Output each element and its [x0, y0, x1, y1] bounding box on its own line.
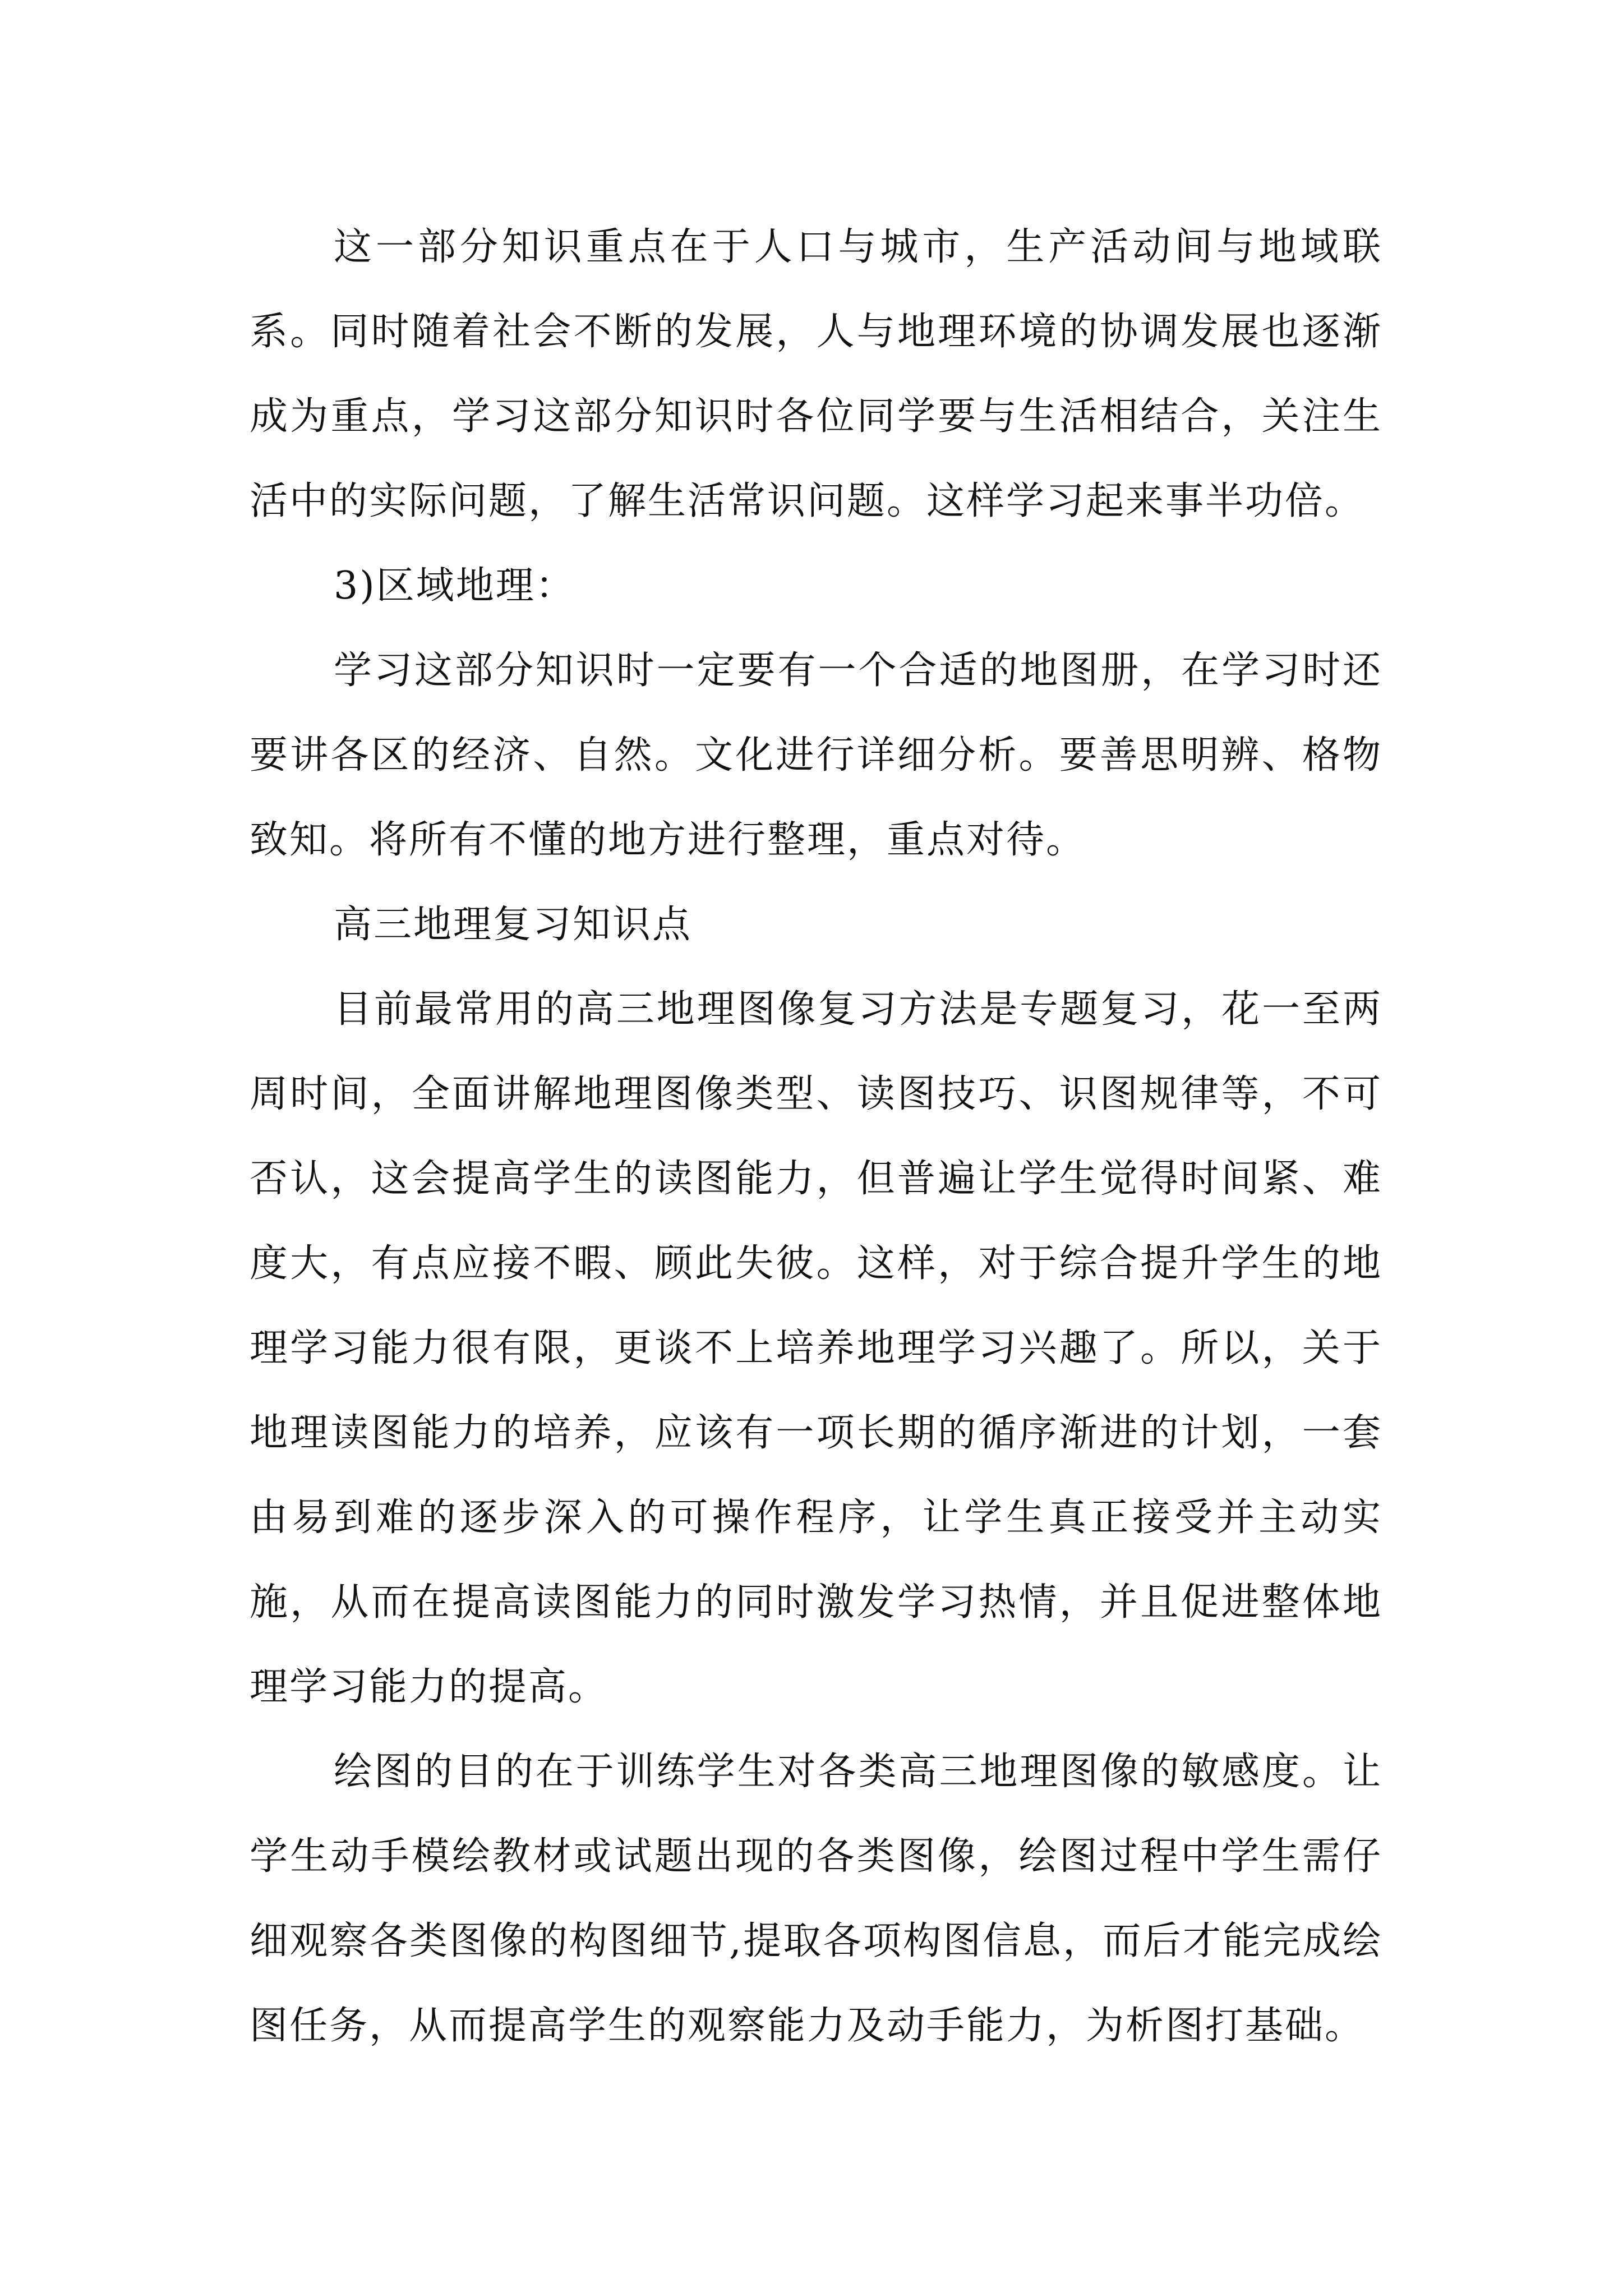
document-body — [250, 205, 1382, 2068]
paragraph-atlas-study: 学习这部分知识时一定要有一个合适的地图册，在学习时还要讲各区的经济、自然。文化进行详细分析。要善思明辨、格物致知。将所有不懂的地方进行整理，重点对待。 — [250, 648, 1382, 862]
paragraph-image-review-method: 目前最常用的高三地理图像复习方法是专题复习，花一至两周时间，全面讲解地理图像类型、读图技巧、识图规律等，不可否认，这会提高学生的读图能力，但普遍让学生觉得时间紧、难度大，有点应接不暇、顾此失彼。这样，对于综合提升学生的地理学习能力很有限，更谈不上培养地理学习兴趣了。所以，关于地理读图能力的培养，应该有一项长期的循序渐进的计划，一套由易到难的逐步深入的可操作程序，让学生真正接受并主动实施，从而在提高读图能力的同时激发学习热情，并且促进整体地理学习能力的提高。 — [250, 987, 1382, 1709]
paragraph-drawing-purpose: 绘图的目的在于训练学生对各类高三地理图像的敏感度。让学生动手模绘教材或试题出现的各类图像，绘图过程中学生需仔细观察各类图像的构图细节,提取各项构图信息，而后才能完成绘图任务，从而提高学生的观察能力及动手能力，为析图打基础。 — [250, 1750, 1382, 2048]
heading-regional-geography: 3)区域地理： — [334, 564, 575, 608]
heading-review-points: 高三地理复习知识点 — [334, 903, 693, 947]
paragraph-population-cities: 这一部分知识重点在于人口与城市，生产活动间与地域联系。同时随着社会不断的发展，人与地理环境的协调发展也逐渐成为重点，学习这部分知识时各位同学要与生活相结合，关注生活中的实际问题，了解生活常识问题。这样学习起来事半功倍。 — [250, 225, 1382, 523]
